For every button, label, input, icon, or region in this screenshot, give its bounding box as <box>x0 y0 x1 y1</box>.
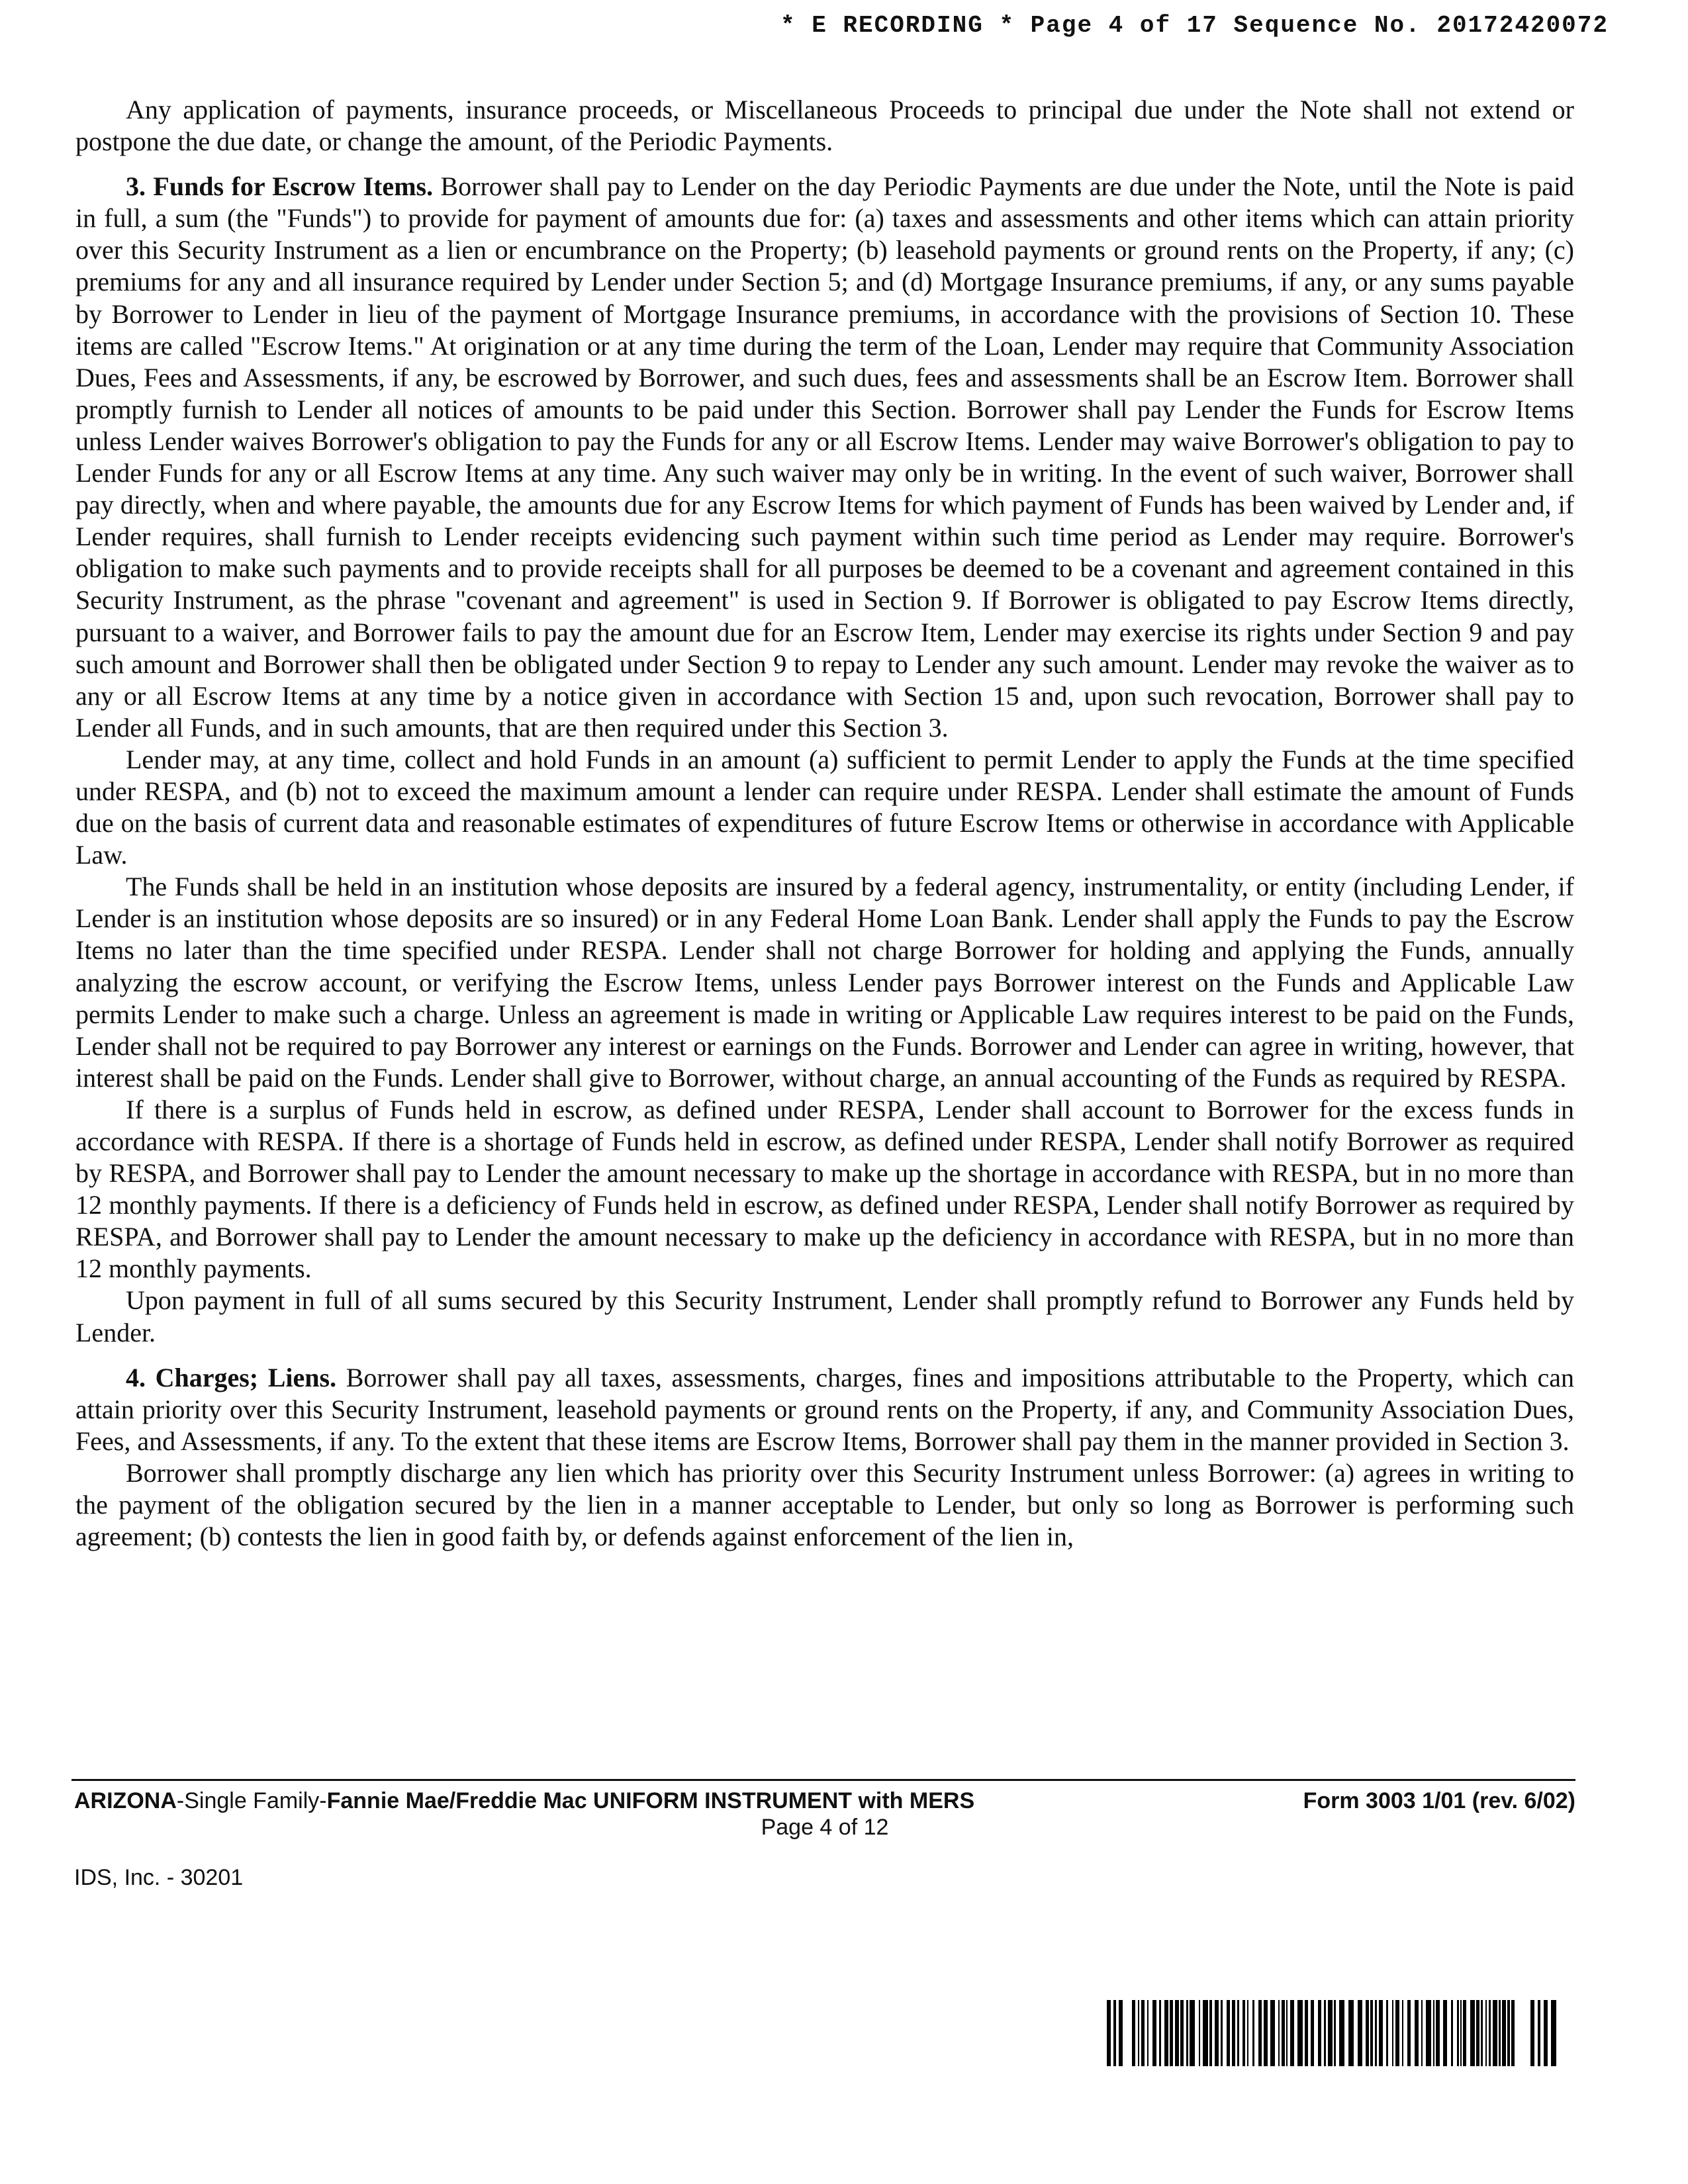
section-heading: 3. Funds for Escrow Items. <box>126 171 434 202</box>
section-3-funds-for-escrow <box>75 171 1574 744</box>
paragraph-text: If there is a surplus of Funds held in escrow, as defined under RESPA, Lender shall account to Borrower for the excess funds in accordance with RESPA. If there is a shortage of Funds held in escrow, as defined under RESPA, Lender shall notify Borrower as required by RESPA, and Borrower shall pay to Lender the amount necessary to make up the shortage in accordance with RESPA, but in no more than 12 monthly payments. If there is a deficiency of Funds held in escrow, as defined under RESPA, Lender shall notify Borrower as required by RESPA, and Borrower shall pay to Lender the amount necessary to make up the deficiency in accordance with RESPA, but in no more than 12 monthly payments. <box>75 1094 1574 1284</box>
form-state: ARIZONA <box>74 1788 177 1813</box>
paragraph-text: Lender may, at any time, collect and hold Funds in an amount (a) sufficient to permit Lender to apply the Funds at the time specified under RESPA, and (b) not to exceed the maximum amount a lender can require under RESPA. Lender shall estimate the amount of Funds due on the basis of current data and reasonable estimates of expenditures of future Escrow Items or otherwise in accordance with Applicable Law. <box>75 744 1574 870</box>
paragraph-surplus <box>75 1094 1574 1285</box>
paragraph-text: Borrower shall promptly discharge any lien which has priority over this Security Instrument unless Borrower: (a) agrees in writing to the payment of the obligation secured by the lien in a manner acceptable to Lender, but only so long as Borrower is performing such agreement; (b) contests the lien in good faith by, or defends against enforcement of the lien in, <box>75 1457 1574 1552</box>
page-number: Page 4 of 12 <box>761 1815 889 1840</box>
paragraph-text: Any application of payments, insurance proceeds, or Miscellaneous Proceeds to principal due under the Note shall not extend or postpone the due date, or change the amount, of the Periodic Payments. <box>75 95 1574 157</box>
paragraph-refund <box>75 1285 1574 1348</box>
form-title <box>74 1787 974 1815</box>
paragraph-text: Borrower shall pay all taxes, assessments, charges, fines and impositions attributable to the Property, which can attain priority over this Security Instrument, leasehold payments or ground rents on the Property, if any, and Community Association Dues, Fees, and Assessments, if any. To the extent that these items are Escrow Items, Borrower shall pay them in the manner provided in Section 3. <box>75 1362 1574 1456</box>
paragraph-text: The Funds shall be held in an institution whose deposits are insured by a federal agency, instrumentality, or entity (including Lender, if Lender is an institution whose deposits are so insured) or in any Federal Home Loan Bank. Lender shall apply the Funds to pay the Escrow Items no later than the time specified under RESPA. Lender shall not charge Borrower for holding and applying the Funds, annually analyzing the escrow account, or verifying the Escrow Items, unless Lender pays Borrower interest on the Funds and Applicable Law permits Lender to make such a charge. Unless an agreement is made in writing or Applicable Law requires interest to be paid on the Funds, Lender shall not be required to pay Borrower any interest or earnings on the Funds. Borrower and Lender can agree in writing, however, that interest shall be paid on the Funds. Lender shall give to Borrower, without charge, an annual accounting of the Funds as required by RESPA. <box>75 872 1574 1093</box>
form-type: -Single Family- <box>176 1788 327 1813</box>
paragraph-text: Borrower shall pay to Lender on the day Periodic Payments are due under the Note, until the Note is paid in full, a sum (the "Funds") to provide for payment of amounts due for: (a) taxes and assessments and other items which can attain priority over this Security Instrument as a lien or encumbrance on the Property; (b) leasehold payments or ground rents on the Property, if any; (c) premiums for any and all insurance required by Lender under Section 5; and (d) Mortgage Insurance premiums, if any, or any sums payable by Borrower to Lender in lieu of the payment of Mortgage Insurance premiums, in accordance with the provisions of Section 10. These items are called "Escrow Items." At origination or at any time during the term of the Loan, Lender may require that Community Association Dues, Fees and Assessments, if any, be escrowed by Borrower, and such dues, fees and assessments shall be an Escrow Item. Borrower shall promptly furnish to Lender all notices of amounts to be paid under this Section. Borrower shall pay Lender the Funds for Escrow Items unless Lender waives Borrower's obligation to pay the Funds for any or all Escrow Items. Lender may waive Borrower's obligation to pay to Lender Funds for any or all Escrow Items at any time. Any such waiver may only be in writing. In the event of such waiver, Borrower shall pay directly, when and where payable, the amounts due for any Escrow Items for which payment of Funds has been waived by Lender and, if Lender requires, shall furnish to Lender receipts evidencing such payment within such time period as Lender may require. Borrower's obligation to make such payments and to provide receipts shall for all purposes be deemed to be a covenant and agreement contained in this Security Instrument, as the phrase "covenant and agreement" is used in Section 9. If Borrower is obligated to pay Escrow Items directly, pursuant to a waiver, and Borrower fails to pay the amount due for an Escrow Item, Lender may exercise its rights under Section 9 and pay such amount and Borrower shall then be obligated under Section 9 to repay to Lender any such amount. Lender may revoke the waiver as to any or all Escrow Items at any time by a notice given in accordance with Section 15 and, upon such revocation, Borrower shall pay to Lender all Funds, and in such amounts, that are then required under this Section 3. <box>75 171 1574 743</box>
document-body <box>75 94 1574 1553</box>
paragraph-discharge-lien <box>75 1457 1574 1553</box>
form-number: Form 3003 1/01 (rev. 6/02) <box>1303 1788 1575 1813</box>
recording-stamp: * E RECORDING * Page 4 of 17 Sequence No. 20172420072 <box>780 12 1609 39</box>
footer-divider <box>71 1779 1575 1781</box>
section-4-charges-liens <box>75 1362 1574 1457</box>
paragraph-text: Upon payment in full of all sums secured by this Security Instrument, Lender shall promptly refund to Borrower any Funds held by Lender. <box>75 1285 1574 1347</box>
form-instrument: Fannie Mae/Freddie Mac UNIFORM INSTRUMENT with MERS <box>326 1788 975 1813</box>
section-heading: 4. Charges; Liens. <box>126 1362 337 1392</box>
paragraph-funds-held <box>75 871 1574 1094</box>
paragraph-collect-hold-funds <box>75 744 1574 871</box>
paragraph-application <box>75 94 1574 158</box>
vendor-code: IDS, Inc. - 30201 <box>74 1865 244 1890</box>
barcode-image <box>1107 2000 1570 2066</box>
